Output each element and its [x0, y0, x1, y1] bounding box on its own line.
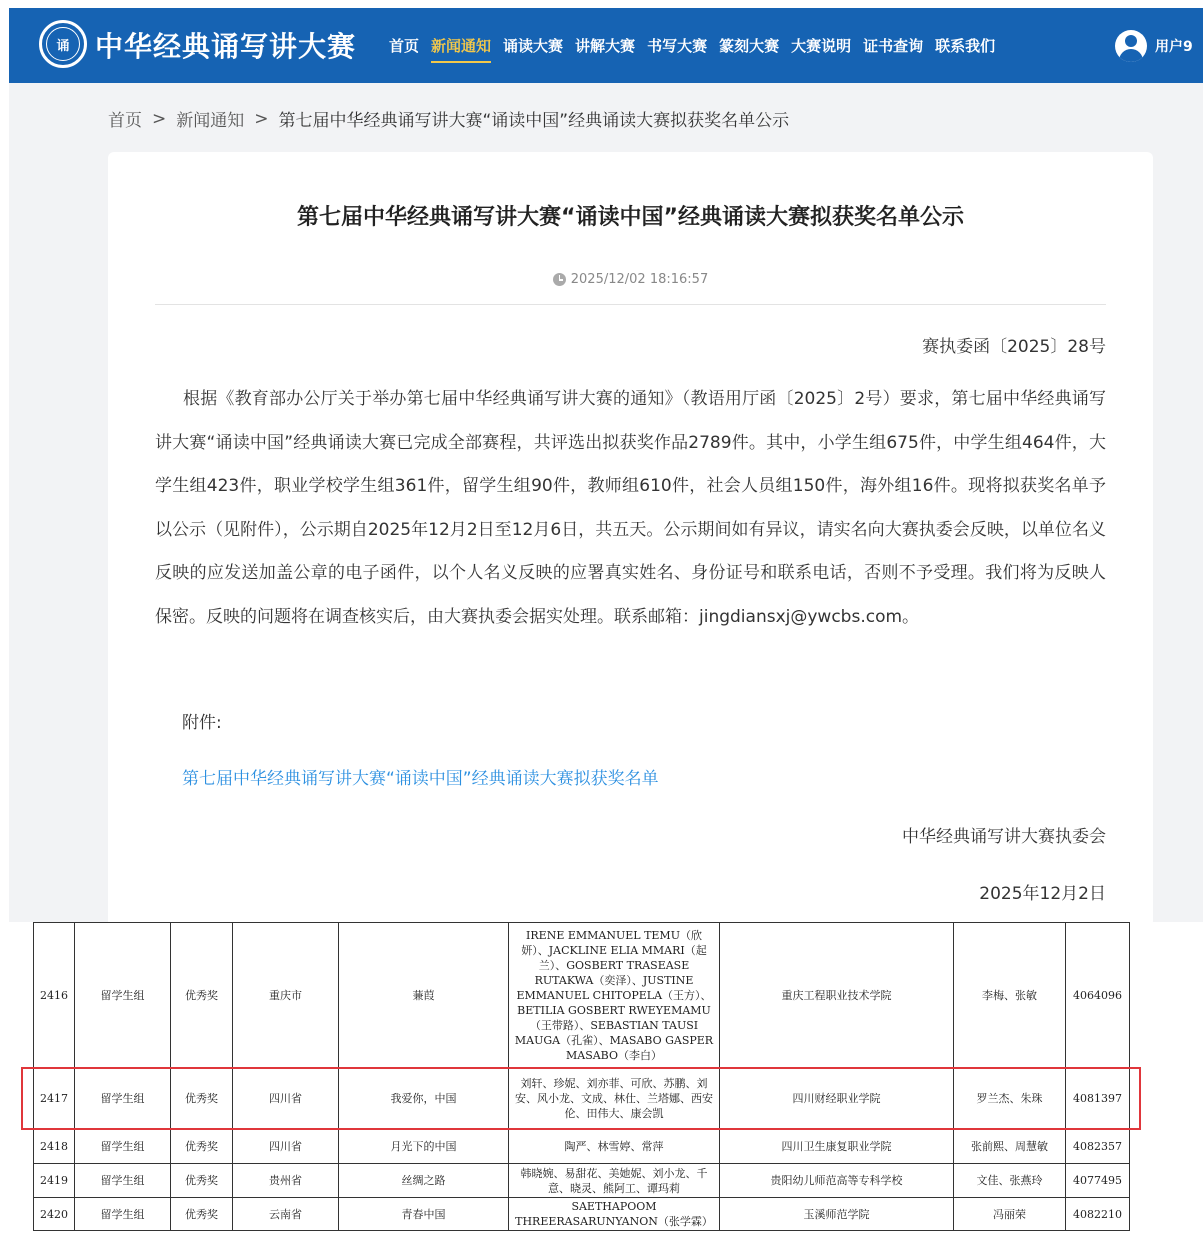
cell-award: 优秀奖 — [171, 1130, 233, 1164]
table-row — [34, 1068, 1130, 1130]
table-row — [34, 1198, 1130, 1231]
cell-performers: 韩晓婉、易甜花、美她妮、刘小龙、千意、晓灵、熊阿工、谭玛莉 — [509, 1164, 720, 1198]
nav-item[interactable]: 诵读大赛 — [503, 37, 564, 55]
cell-no: 2420 — [34, 1198, 75, 1231]
nav-item[interactable]: 篆刻大赛 — [719, 37, 780, 55]
title-divider — [155, 304, 1106, 305]
cell-performers: SAETHAPOOM THREERASARUNYANON（张学霖） — [509, 1198, 720, 1231]
site-title[interactable]: 中华经典诵写讲大赛 — [95, 30, 357, 63]
cell-code: 4077495 — [1066, 1164, 1130, 1198]
cell-group: 留学生组 — [75, 923, 171, 1068]
nav-item[interactable]: 证书查询 — [863, 37, 924, 55]
site-logo-text: 诵 — [46, 27, 80, 61]
article-card — [108, 152, 1153, 927]
table-row — [34, 923, 1130, 1068]
cell-region: 贵州省 — [233, 1164, 339, 1198]
cell-teachers: 罗兰杰、朱珠 — [954, 1068, 1066, 1130]
cell-school: 四川卫生康复职业学院 — [720, 1130, 954, 1164]
breadcrumb-separator: > — [152, 108, 167, 129]
cell-code: 4064096 — [1066, 923, 1130, 1068]
cell-award: 优秀奖 — [171, 1198, 233, 1231]
main-nav — [389, 8, 1007, 83]
site-logo-seal[interactable] — [39, 20, 87, 68]
cell-code: 4081397 — [1066, 1068, 1130, 1130]
cell-group: 留学生组 — [75, 1164, 171, 1198]
article-body: 根据《教育部办公厅关于举办第七届中华经典诵写讲大赛的通知》（教语用厅函〔2025〕2号）要求，第七届中华经典诵写讲大赛“诵读中国”经典诵读大赛已完成全部赛程，共评选出拟获奖作品2789件。其中，小学生组675件，中学生组464件，大学生组423件，职业学校学生组361件，留学生组90件，教师组610件，社会人员组150件，海外组16件。现将拟获奖名单予以公示（见附件），公示期自2025年12月2日至12月6日，共五天。公示期间如有异议，请实名向大赛执委会反映，以单位名义反映的应发送加盖公章的电子函件，以个人名义反映的应署真实姓名、身份证号和联系电话，否则不予受理。我们将为反映人保密。反映的问题将在调查核实后，由大赛执委会据实处理。联系邮箱：jingdiansxj@ywcbs.com。 — [155, 389, 1106, 627]
cell-award: 优秀奖 — [171, 1068, 233, 1130]
attachment-label: 附件: — [182, 713, 222, 733]
cell-school: 四川财经职业学院 — [720, 1068, 954, 1130]
table-row — [34, 1130, 1130, 1164]
article-sign-date: 2025年12月2日 — [979, 884, 1106, 904]
user-avatar-icon[interactable] — [1115, 30, 1147, 62]
nav-item[interactable]: 大赛说明 — [791, 37, 852, 55]
nav-item[interactable]: 新闻通知 — [431, 8, 491, 83]
cell-region: 四川省 — [233, 1130, 339, 1164]
attachment-link[interactable]: 第七届中华经典诵写讲大赛“诵读中国”经典诵读大赛拟获奖名单 — [182, 769, 659, 789]
cell-region: 重庆市 — [233, 923, 339, 1068]
cell-school: 重庆工程职业技术学院 — [720, 923, 954, 1068]
cell-teachers: 冯丽荣 — [954, 1198, 1066, 1231]
cell-performers: IRENE EMMANUEL TEMU（欣妍）、JACKLINE ELIA MMARI（起兰）、GOSBERT TRASEASE RUTAKWA（奕泽）、JUSTINE EMMANUEL CHITOPELA（王方）、BETILIA GOSBERT RWEYEMAMU（王带路）、SEBASTIAN TAUSI MAUGA（孔雀）、MASABO GASPER MASABO（李白） — [509, 923, 720, 1068]
nav-item[interactable]: 讲解大赛 — [575, 37, 636, 55]
top-nav-bar — [9, 8, 1203, 83]
cell-performers: 刘轩、珍妮、刘亦菲、可欣、苏鹏、刘安、风小龙、文成、林仕、兰塔娜、西安伦、田伟大、康会凯 — [509, 1068, 720, 1130]
cell-performers: 陶严、林雪婷、常萍 — [509, 1130, 720, 1164]
cell-no: 2419 — [34, 1164, 75, 1198]
cell-no: 2417 — [34, 1068, 75, 1130]
cell-school: 贵阳幼儿师范高等专科学校 — [720, 1164, 954, 1198]
cell-work: 青春中国 — [339, 1198, 509, 1231]
cell-teachers: 张前熙、周慧敏 — [954, 1130, 1066, 1164]
nav-item[interactable]: 联系我们 — [935, 37, 996, 55]
cell-group: 留学生组 — [75, 1198, 171, 1231]
cell-teachers: 文佳、张燕玲 — [954, 1164, 1066, 1198]
award-table — [33, 922, 1130, 1231]
cell-group: 留学生组 — [75, 1068, 171, 1130]
award-table-excerpt — [0, 922, 1203, 1243]
article-datetime: 2025/12/02 18:16:57 — [570, 272, 709, 287]
article-meta — [108, 272, 1153, 287]
cell-work: 月光下的中国 — [339, 1130, 509, 1164]
cell-work: 我爱你，中国 — [339, 1068, 509, 1130]
cell-code: 4082357 — [1066, 1130, 1130, 1164]
breadcrumb-current: 第七届中华经典诵写讲大赛“诵读中国”经典诵读大赛拟获奖名单公示 — [278, 111, 790, 131]
article-signer: 中华经典诵写讲大赛执委会 — [902, 827, 1106, 847]
cell-no: 2416 — [34, 923, 75, 1068]
user-menu[interactable] — [1115, 30, 1193, 62]
cell-school: 玉溪师范学院 — [720, 1198, 954, 1231]
breadcrumb — [108, 106, 789, 131]
article-title: 第七届中华经典诵写讲大赛“诵读中国”经典诵读大赛拟获奖名单公示 — [297, 205, 964, 230]
breadcrumb-section[interactable]: 新闻通知 — [176, 111, 245, 131]
document-number: 赛执委函〔2025〕28号 — [922, 337, 1106, 357]
cell-group: 留学生组 — [75, 1130, 171, 1164]
cell-region: 云南省 — [233, 1198, 339, 1231]
breadcrumb-home[interactable]: 首页 — [108, 111, 142, 131]
nav-item[interactable]: 书写大赛 — [647, 37, 708, 55]
cell-work: 丝绸之路 — [339, 1164, 509, 1198]
table-row — [34, 1164, 1130, 1198]
cell-award: 优秀奖 — [171, 1164, 233, 1198]
user-label[interactable]: 用户9 — [1155, 39, 1193, 55]
clock-icon — [553, 273, 566, 286]
cell-teachers: 李梅、张敏 — [954, 923, 1066, 1068]
cell-award: 优秀奖 — [171, 923, 233, 1068]
nav-item[interactable]: 首页 — [389, 37, 420, 55]
cell-work: 蒹葭 — [339, 923, 509, 1068]
cell-region: 四川省 — [233, 1068, 339, 1130]
cell-code: 4082210 — [1066, 1198, 1130, 1231]
breadcrumb-separator: > — [254, 108, 269, 129]
cell-no: 2418 — [34, 1130, 75, 1164]
